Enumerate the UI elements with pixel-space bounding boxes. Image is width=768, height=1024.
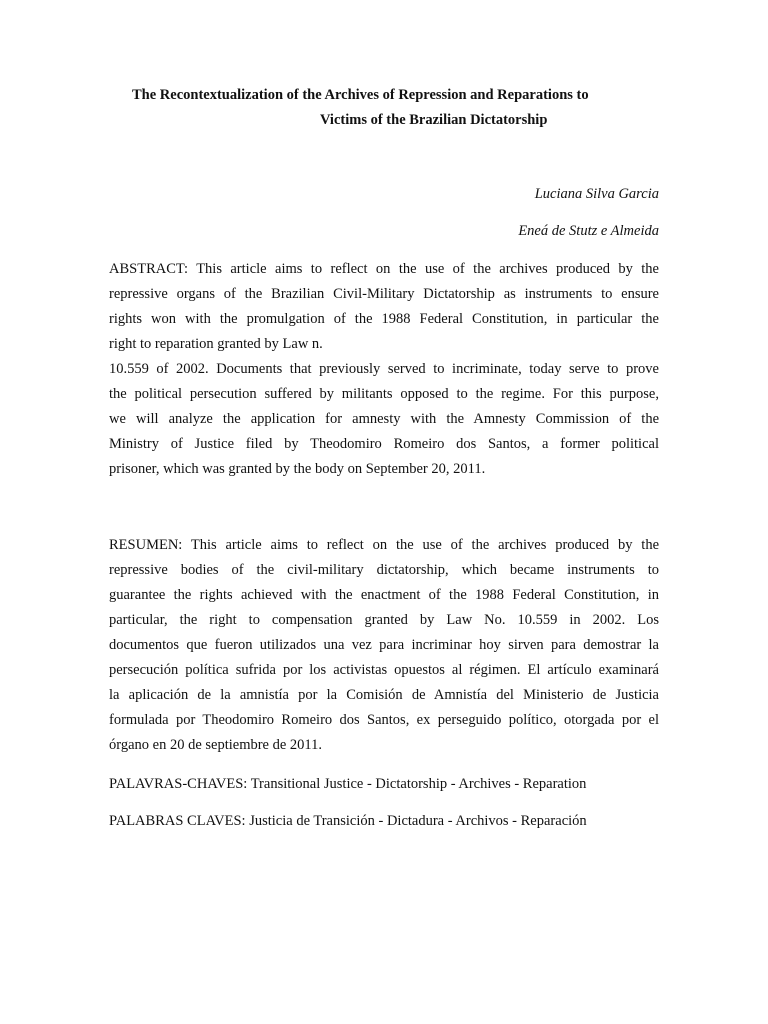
abstract-line: Ministry of Justice filed by Theodomiro Romeiro dos Santos, a former political [109,436,659,452]
abstract-line: the political persecution suffered by militants opposed to the regime. For this purpose, [109,386,659,402]
resumen-paragraph [109,533,659,758]
author-name-2: Eneá de Stutz e Almeida [518,223,659,239]
paper-title-line-1: The Recontextualization of the Archives of Repression and Reparations to [132,87,589,103]
abstract-line: 10.559 of 2002. Documents that previously served to incriminate, today serve to prove [109,361,659,377]
paper-title-line-2: Victims of the Brazilian Dictatorship [320,112,548,128]
resumen-line: la aplicación de la amnistía por la Comisión de Amnistía del Ministerio de Justicia [109,687,659,703]
palabras-claves-keywords: PALABRAS CLAVES: Justicia de Transición - Dictadura - Archivos - Reparación [109,813,587,829]
resumen-line: repressive bodies of the civil-military dictatorship, which became instruments to [109,562,659,578]
abstract-paragraph [109,257,659,482]
resumen-line: RESUMEN: This article aims to reflect on the use of the archives produced by the [109,537,659,553]
resumen-line: persecución política sufrida por los activistas opuestos al régimen. El artículo examinará [109,662,659,678]
resumen-line: formulada por Theodomiro Romeiro dos Santos, ex perseguido político, otorgada por el [109,712,659,728]
abstract-line: repressive organs of the Brazilian Civil-Military Dictatorship as instruments to ensure [109,286,659,302]
resumen-line: guarantee the rights achieved with the enactment of the 1988 Federal Constitution, in [109,587,659,603]
resumen-line: órgano en 20 de septiembre de 2011. [109,737,323,753]
author-name-1: Luciana Silva Garcia [534,186,659,202]
abstract-line: rights won with the promulgation of the 1988 Federal Constitution, in particular the [109,311,659,327]
abstract-line: prisoner, which was granted by the body on September 20, 2011. [109,461,486,477]
abstract-line: we will analyze the application for amnesty with the Amnesty Commission of the [109,411,659,427]
abstract-line: right to reparation granted by Law n. [109,336,323,352]
palavras-chaves-keywords: PALAVRAS-CHAVES: Transitional Justice - Dictatorship - Archives - Reparation [109,776,587,792]
resumen-line: documentos que fueron utilizados una vez para incriminar hoy sirven para demostrar la [109,637,659,653]
resumen-line: particular, the right to compensation granted by Law No. 10.559 in 2002. Los [109,612,659,628]
abstract-line: ABSTRACT: This article aims to reflect on the use of the archives produced by the [109,261,659,277]
